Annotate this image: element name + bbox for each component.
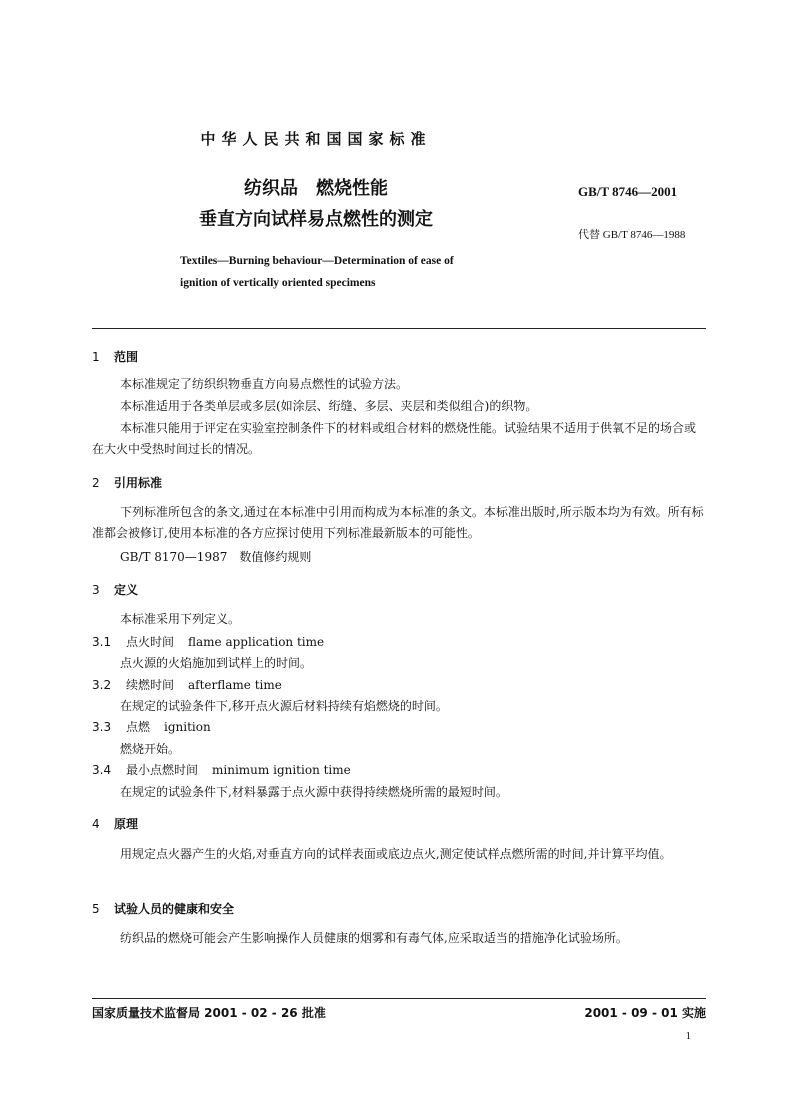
section-5-paragraph-1: 纺织品的燃烧可能会产生影响操作人员健康的烟雾和有毒气体,应采取适当的措施净化试验场所。 (120, 931, 628, 945)
definition-term-en: flame application time (188, 635, 325, 649)
section-number: 4 (92, 817, 100, 831)
normative-reference: GB/T 8170—1987 数值修约规则 (120, 550, 312, 564)
section-number: 1 (92, 350, 100, 364)
definition-term-en: minimum ignition time (212, 763, 351, 777)
definition-number: 3.2 (92, 678, 112, 692)
section-1-heading (92, 348, 138, 365)
definition-term: 最小点燃时间 (126, 763, 199, 777)
definition-3-2-text: 在规定的试验条件下,移开点火源后材料持续有焰燃烧的时间。 (120, 699, 448, 713)
document-title-line-1: 纺织品 燃烧性能 (244, 178, 388, 199)
replaces-standard: 代替 GB/T 8746—1988 (578, 229, 686, 241)
standard-number: GB/T 8746—2001 (578, 184, 678, 199)
national-standard-title: 中华人民共和国国家标准 (200, 130, 432, 148)
section-1-paragraph-2: 本标准适用于各类单层或多层(如涂层、绗缝、多层、夹层和类似组合)的织物。 (120, 399, 538, 413)
definition-3-3-heading (92, 718, 211, 735)
section-5-heading (92, 900, 234, 917)
section-title: 范围 (114, 350, 139, 364)
english-title: Textiles—Burning behaviour—Determination of ease of ignition of vertically oriented specimens (180, 255, 454, 289)
definition-term: 续燃时间 (126, 678, 175, 692)
effective-date: 2001 - 09 - 01 实施 (584, 1006, 706, 1020)
section-2-paragraph-1: 下列标准所包含的条文,通过在本标准中引用而构成为本标准的条文。本标准出版时,所示版本均为有效。所有标准都会被修订,使用本标准的各方应探讨使用下列标准最新版本的可能性。 (92, 505, 704, 540)
definition-term: 点火时间 (126, 635, 175, 649)
section-4-paragraph-1: 用规定点火器产生的火焰,对垂直方向的试样表面或底边点火,测定使试样点燃所需的时间,并计算平均值。 (120, 847, 672, 861)
section-title: 引用标准 (114, 476, 163, 490)
approval-date: 国家质量技术监督局 2001 - 02 - 26 批准 (92, 1006, 326, 1020)
header-divider (92, 328, 706, 329)
section-number: 3 (92, 583, 100, 597)
section-title: 试验人员的健康和安全 (114, 902, 235, 916)
definition-term-en: ignition (164, 720, 211, 734)
definition-term: 点燃 (126, 720, 151, 734)
section-3-heading (92, 581, 138, 598)
definition-3-4-text: 在规定的试验条件下,材料暴露于点火源中获得持续燃烧所需的最短时间。 (120, 785, 508, 799)
definition-term-en: afterflame time (188, 678, 282, 692)
section-number: 2 (92, 476, 100, 490)
section-1-paragraph-1: 本标准规定了纺织织物垂直方向易点燃性的试验方法。 (120, 377, 409, 391)
section-title: 原理 (114, 817, 139, 831)
definition-number: 3.4 (92, 763, 112, 777)
page-number: 1 (685, 1030, 691, 1042)
section-2-heading (92, 474, 162, 491)
definition-number: 3.1 (92, 635, 112, 649)
section-4-heading (92, 815, 138, 832)
definition-3-1-heading (92, 633, 324, 650)
definition-3-2-heading (92, 676, 282, 693)
section-number: 5 (92, 902, 100, 916)
definition-3-3-text: 燃烧开始。 (120, 742, 181, 756)
definition-3-1-text: 点火源的火焰施加到试样上的时间。 (120, 656, 313, 670)
definitions-intro: 本标准采用下列定义。 (120, 612, 241, 626)
section-title: 定义 (114, 583, 139, 597)
definition-number: 3.3 (92, 720, 112, 734)
section-1-paragraph-3: 本标准只能用于评定在实验室控制条件下的材料或组合材料的燃烧性能。试验结果不适用于供氧不足的场合或在大火中受热时间过长的情况。 (92, 421, 697, 456)
document-title-line-2: 垂直方向试样易点燃性的测定 (199, 209, 433, 230)
footer-divider (92, 998, 706, 999)
definition-3-4-heading (92, 761, 351, 778)
